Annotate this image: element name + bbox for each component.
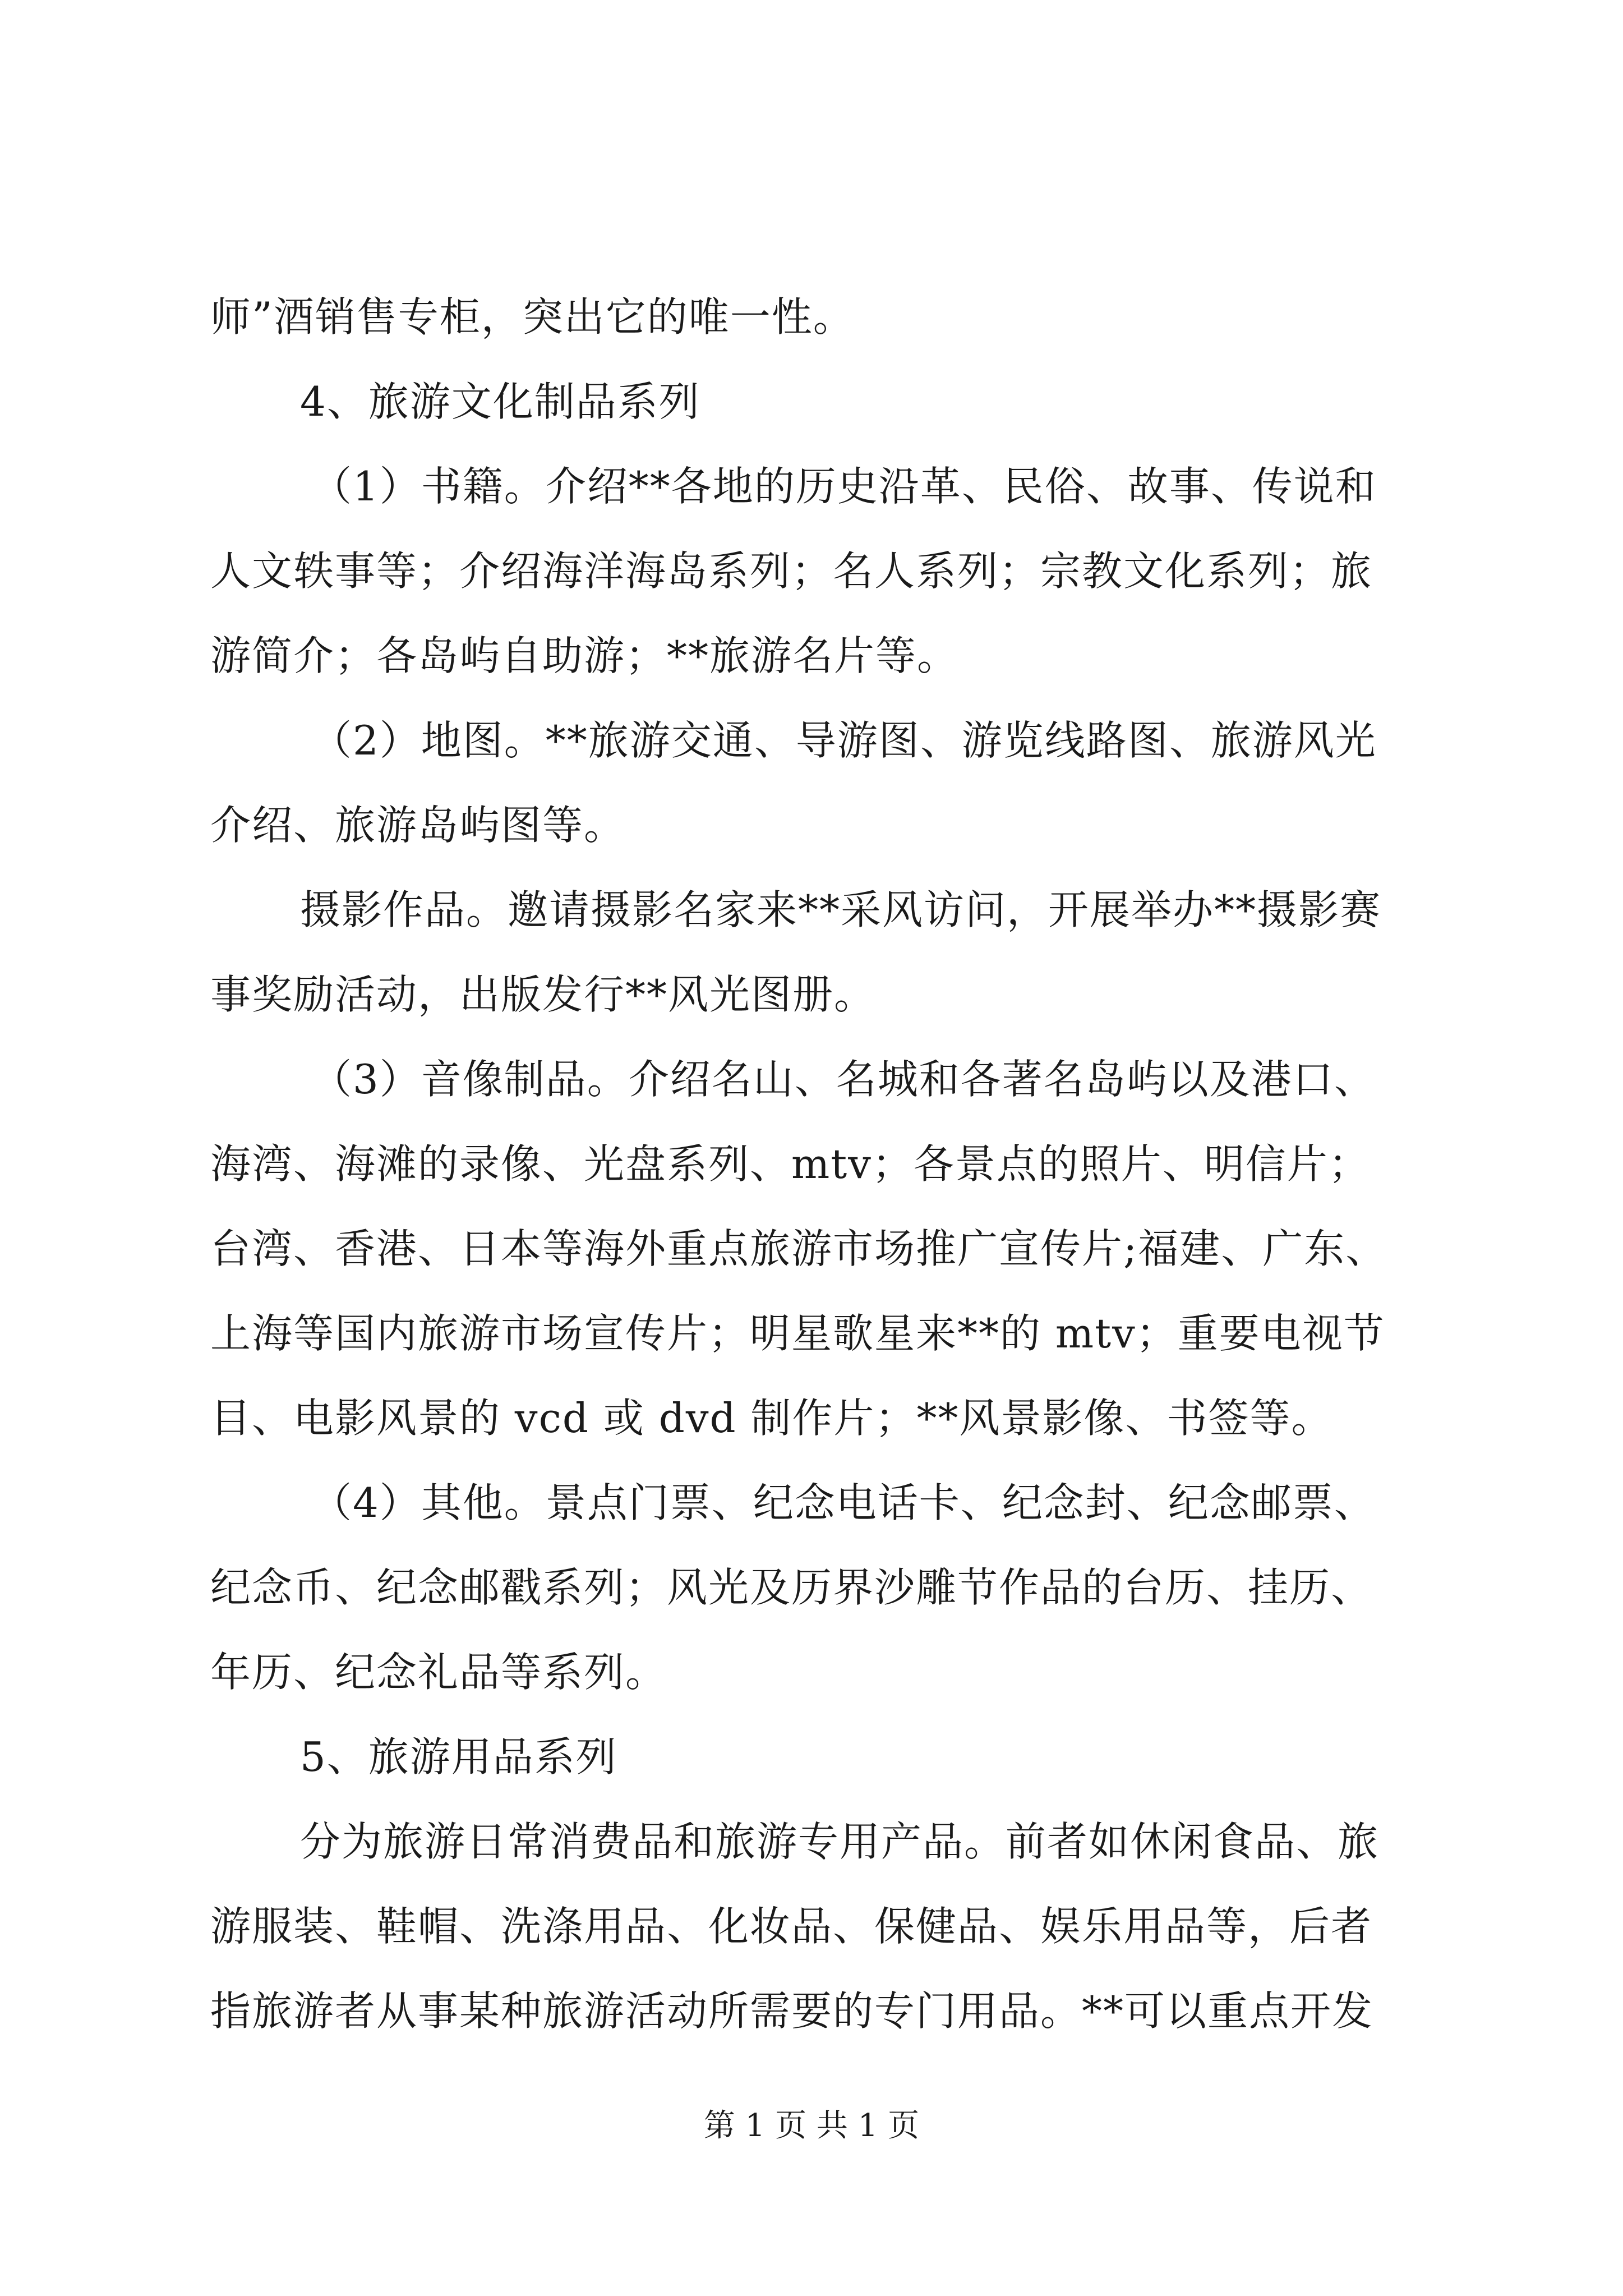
text-line: 事奖励活动，出版发行**风光图册。 <box>210 971 876 1018</box>
text-line: 介绍、旅游岛屿图等。 <box>210 802 626 849</box>
text-line: 上海等国内旅游市场宣传片；明星歌星来**的 mtv；重要电视节 <box>210 1310 1385 1357</box>
text-line: 纪念币、纪念邮戳系列；风光及历界沙雕节作品的台历、挂历、 <box>210 1564 1373 1611</box>
text-line: 台湾、香港、日本等海外重点旅游市场推广宣传片;福建、广东、 <box>210 1225 1387 1272</box>
text-line: 游简介；各岛屿自助游；**旅游名片等。 <box>210 632 959 679</box>
text-line: 游服装、鞋帽、洗涤用品、化妆品、保健品、娱乐用品等，后者 <box>210 1903 1373 1950</box>
document-body <box>210 275 1438 2054</box>
section-heading: 4、旅游文化制品系列 <box>300 378 700 425</box>
text-line: 海湾、海滩的录像、光盘系列、mtv；各景点的照片、明信片； <box>210 1140 1370 1188</box>
page-footer: 第 1 页 共 1 页 <box>703 2108 920 2144</box>
text-line: 年历、纪念礼品等系列。 <box>210 1649 667 1696</box>
section-heading: 5、旅游用品系列 <box>300 1733 617 1780</box>
text-line: 师”酒销售专柜，突出它的唯一性。 <box>210 293 855 341</box>
text-line: （1）书籍。介绍**各地的历史沿革、民俗、故事、传说和 <box>311 463 1377 510</box>
text-line: （4）其他。景点门票、纪念电话卡、纪念封、纪念邮票、 <box>311 1479 1376 1526</box>
text-line: （3）音像制品。介绍名山、名城和各著名岛屿以及港口、 <box>311 1056 1376 1103</box>
text-line: 指旅游者从事某种旅游活动所需要的专门用品。**可以重点开发 <box>210 1987 1374 2035</box>
text-line: 分为旅游日常消费品和旅游专用产品。前者如休闲食品、旅 <box>300 1818 1380 1865</box>
text-line: 目、电影风景的 vcd 或 dvd 制作片；**风景影像、书签等。 <box>210 1395 1333 1442</box>
text-line: 人文轶事等；介绍海洋海岛系列；名人系列；宗教文化系列；旅 <box>210 547 1373 595</box>
text-line: （2）地图。**旅游交通、导游图、游览线路图、旅游风光 <box>311 717 1377 764</box>
text-line: 摄影作品。邀请摄影名家来**采风访问，开展举办**摄影赛 <box>300 886 1382 933</box>
